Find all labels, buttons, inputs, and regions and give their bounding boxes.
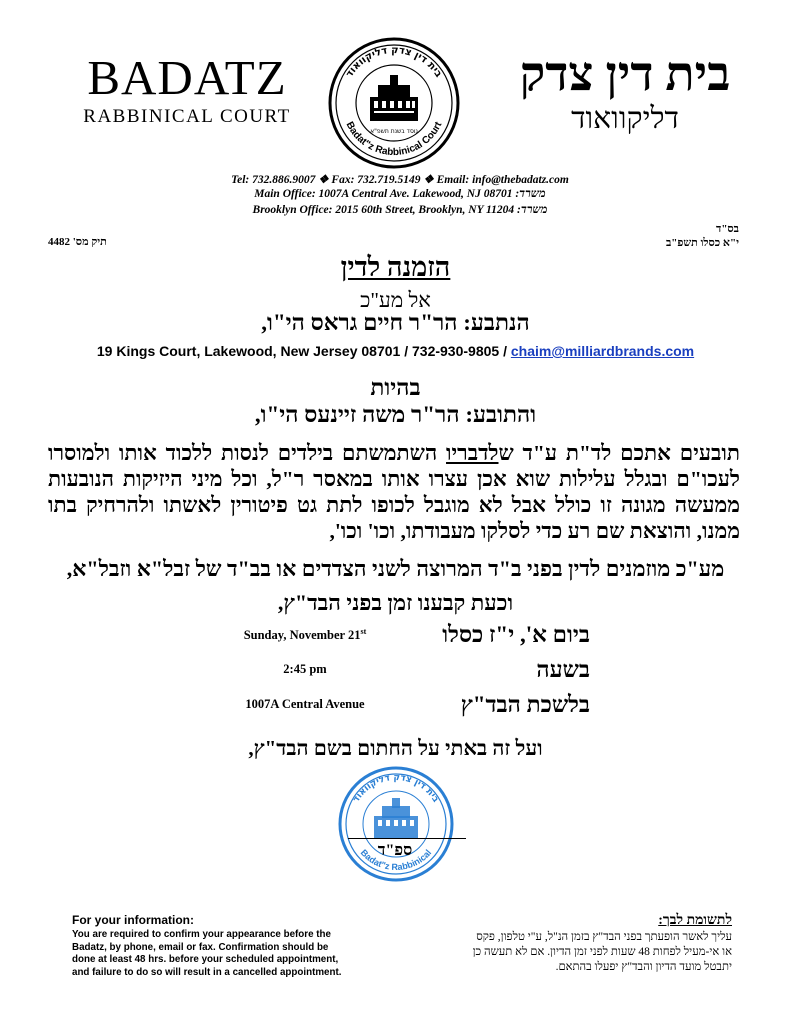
schedule-date-en-text: Sunday, November 21: [243, 628, 361, 643]
info-english: [72, 913, 344, 979]
schedule-date-en-sup: st: [360, 627, 367, 636]
schedule-location-he: בלשכת הבד"ץ: [460, 692, 590, 717]
info-english-heading: For your information:: [72, 913, 194, 927]
defendant-name: הנתבע: הר"ר חיים גראס הי"ו,: [261, 310, 530, 335]
court-stamp-icon: [336, 764, 456, 884]
court-seal-icon: [326, 35, 462, 171]
date-block: [666, 222, 739, 250]
info-hebrew-heading: לתשומת לבך:: [658, 913, 732, 928]
court-seal-top: [326, 35, 462, 171]
defendant-address: 19 Kings Court, Lakewood, New Jersey 08701 / 732-930-9805 /: [96, 343, 511, 359]
plaintiff-name: והתובע: הר"ר משה זיינעס הי"ו,: [254, 402, 537, 427]
regarding-heading: בהיות: [370, 375, 421, 400]
brand-hebrew-title: בית דין צדק: [519, 48, 731, 101]
contact-brooklyn-office: Brooklyn Office: 2015 60th Street, Brooklyn, NY 11204 :משרד: [252, 204, 548, 216]
svg-text:Badat"z Rabbinical Court: [344, 120, 445, 158]
signature-label: ספ"ד: [377, 842, 413, 859]
schedule-time-he: בשעה: [536, 657, 590, 682]
contact-phone-fax-email: Tel: 732.886.9007 ❖ Fax: 732.719.5149 ❖ Email: info@thebadatz.com: [231, 174, 569, 186]
summon-line-2: וכעת קבענו זמן בפני הבד"ץ,: [277, 590, 514, 615]
brand-english-title: BADATZ: [87, 50, 287, 105]
defendant-email-link[interactable]: chaim@milliardbrands.com: [510, 343, 695, 359]
claim-body-part2: השתמשתם בילדים לנסות ללכוד אותו ולמוסרו לעכו"ם ובגלל עלילות שוא אכן עצרו אותו במאסר ר"ל, וכל מיני היזיקות הנובעות ממעשה מגונה זו כולל אבל לא מוגבל לכופו לתת גט פיטורין לאשתו ולהרחיק בתו ממנו, והוצאת שם רע כדי לסלקו מעבודתו, וכו' וכו',: [48, 441, 740, 543]
stamp-bottom-english: Badat"z Rabbinical: [358, 847, 434, 873]
addressee-line: אל מע"כ: [360, 288, 431, 312]
seal-top-english: Badat"z Rabbinical Court: [343, 120, 445, 159]
defendant-contact: [0, 343, 791, 359]
claim-body-part1: תובעים אתכם לד"ת ע"ד ש: [498, 441, 740, 465]
seal-top-hebrew: בית דין צדק דליקוואוד: [344, 44, 444, 80]
bsd-mark: בס"ד: [716, 223, 739, 235]
schedule-time-en: 2:45 pm: [283, 662, 327, 676]
signature-line: [348, 838, 466, 839]
closing-line: ועל זה באתי על החתום בשם הבד"ץ,: [248, 736, 543, 760]
brand-english-subtitle: RABBINICAL COURT: [83, 106, 291, 127]
document-title: הזמנה לדין: [340, 252, 451, 282]
info-hebrew-text: עליך לאשר הופעתך בפני הבד"ץ בזמן הנ"ל, ע"י טלפון, פקס או אי-מעיל לפחות 48 שעות לפני זמן הדיון. אם לא תעשה כן יתבטל מועד הדיון והבד"ץ יפעלו בהתאם.: [472, 931, 732, 973]
claim-body: [48, 440, 740, 544]
brand-hebrew: [470, 48, 780, 136]
stamp-top-hebrew: בית דין צדק דליקוואוד: [351, 772, 441, 805]
brand-english: [72, 52, 302, 128]
schedule-date-he: ביום א', י"ז כסלו: [442, 622, 590, 647]
court-stamp: [336, 764, 456, 884]
brand-hebrew-subtitle: דליקוואוד: [571, 102, 679, 135]
hebrew-date: י"א כסלו תשפ"ב: [665, 237, 739, 249]
schedule-location-en: 1007A Central Avenue: [245, 697, 365, 711]
summon-line-1: מע"כ מוזמנים לדין בפני ב"ד המרוצה לשני הצדדים או בב"ד של זבל"א וזבל"א,: [66, 556, 725, 581]
claim-body-underlined: לדבריו: [446, 441, 499, 465]
seal-top-inner: נוסד בשנת תשפ"א: [370, 128, 418, 135]
contact-main-office: Main Office: 1007A Central Ave. Lakewood, NJ 08701 :משרד: [254, 188, 546, 200]
case-number: תיק מס' 4482: [48, 236, 107, 248]
info-english-text: You are required to confirm your appearance before the Badatz, by phone, email or fax. Confirmation should be done at least 48 hrs. before your scheduled appointment, and failure to do so will result in a cancelled appointment.: [72, 929, 342, 978]
info-hebrew: [470, 913, 732, 975]
